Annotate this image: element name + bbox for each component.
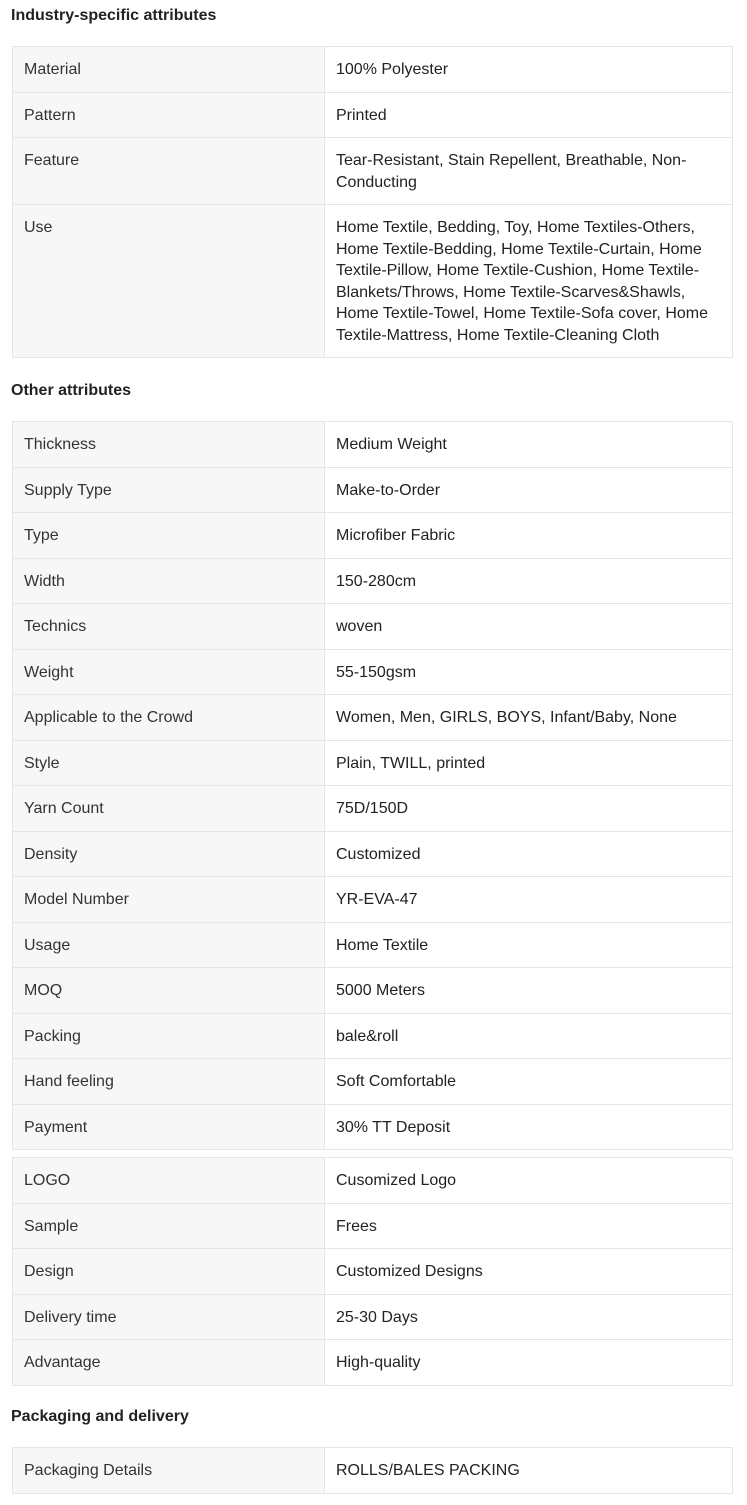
attribute-value: 55-150gsm [325, 649, 733, 695]
attribute-key: Pattern [13, 92, 325, 138]
attribute-value: bale&roll [325, 1013, 733, 1059]
attribute-value: YR-EVA-47 [325, 877, 733, 923]
attribute-key: Sample [13, 1203, 325, 1249]
attribute-key: Applicable to the Crowd [13, 695, 325, 741]
table-row [13, 1104, 733, 1150]
attribute-value: Make-to-Order [325, 467, 733, 513]
other-attributes-table [12, 421, 733, 1150]
attribute-value: 100% Polyester [325, 47, 733, 93]
table-row [13, 1448, 733, 1494]
attribute-value: Customized Designs [325, 1249, 733, 1295]
table-row [13, 604, 733, 650]
section-title-industry: Industry-specific attributes [11, 7, 217, 24]
attribute-key: Design [13, 1249, 325, 1295]
attribute-key: Material [13, 47, 325, 93]
table-row [13, 467, 733, 513]
attribute-value: 150-280cm [325, 558, 733, 604]
table-row [13, 1059, 733, 1105]
attribute-key: Supply Type [13, 467, 325, 513]
table-row [13, 649, 733, 695]
section-title-packaging: Packaging and delivery [11, 1408, 189, 1425]
table-row [13, 1203, 733, 1249]
attribute-key: Weight [13, 649, 325, 695]
attribute-key: Style [13, 740, 325, 786]
attribute-value: Cusomized Logo [325, 1158, 733, 1204]
attribute-key: Delivery time [13, 1294, 325, 1340]
table-row [13, 740, 733, 786]
table-row [13, 513, 733, 559]
table-row [13, 92, 733, 138]
attribute-key: Thickness [13, 422, 325, 468]
attribute-key: Model Number [13, 877, 325, 923]
attribute-value: Tear-Resistant, Stain Repellent, Breathable, Non-Conducting [325, 138, 733, 205]
attribute-value: 25-30 Days [325, 1294, 733, 1340]
table-row [13, 138, 733, 205]
table-row [13, 1013, 733, 1059]
attribute-value: Women, Men, GIRLS, BOYS, Infant/Baby, None [325, 695, 733, 741]
table-row [13, 1158, 733, 1204]
attribute-value: Printed [325, 92, 733, 138]
attribute-key: MOQ [13, 968, 325, 1014]
attribute-value: 5000 Meters [325, 968, 733, 1014]
attribute-value: Home Textile, Bedding, Toy, Home Textiles-Others, Home Textile-Bedding, Home Textile-Curtain, Home Textile-Pillow, Home Textile-Cushion, Home Textile-Blankets/Throws, Home Textile-Scarves&Shawls, Home Textile-Towel, Home Textile-Sofa cover, Home Textile-Mattress, Home Textile-Cleaning Cloth [325, 205, 733, 358]
attribute-key: Type [13, 513, 325, 559]
attribute-value: Frees [325, 1203, 733, 1249]
attribute-key: Feature [13, 138, 325, 205]
attribute-value: 75D/150D [325, 786, 733, 832]
industry-attributes-table [12, 46, 733, 358]
attribute-value: woven [325, 604, 733, 650]
attribute-key: Technics [13, 604, 325, 650]
table-row [13, 922, 733, 968]
attribute-value: Soft Comfortable [325, 1059, 733, 1105]
table-row [13, 558, 733, 604]
attribute-value: High-quality [325, 1340, 733, 1386]
attribute-key: Use [13, 205, 325, 358]
table-row [13, 831, 733, 877]
table-row [13, 877, 733, 923]
packaging-table [12, 1447, 733, 1494]
attribute-value: Home Textile [325, 922, 733, 968]
attribute-key: LOGO [13, 1158, 325, 1204]
attribute-key: Packaging Details [13, 1448, 325, 1494]
table-row [13, 205, 733, 358]
attribute-value: Microfiber Fabric [325, 513, 733, 559]
table-row [13, 968, 733, 1014]
attribute-key: Width [13, 558, 325, 604]
attribute-value: ROLLS/BALES PACKING [325, 1448, 733, 1494]
table-row [13, 1249, 733, 1295]
attribute-value: Medium Weight [325, 422, 733, 468]
table-row [13, 1340, 733, 1386]
attribute-key: Hand feeling [13, 1059, 325, 1105]
table-row [13, 695, 733, 741]
table-row [13, 786, 733, 832]
attribute-key: Usage [13, 922, 325, 968]
attribute-key: Packing [13, 1013, 325, 1059]
section-title-other: Other attributes [11, 382, 132, 399]
attribute-key: Density [13, 831, 325, 877]
table-row [13, 47, 733, 93]
attribute-value: 30% TT Deposit [325, 1104, 733, 1150]
attribute-key: Advantage [13, 1340, 325, 1386]
attribute-key: Payment [13, 1104, 325, 1150]
table-row [13, 422, 733, 468]
attribute-key: Yarn Count [13, 786, 325, 832]
other-attributes-table-continued [12, 1157, 733, 1386]
attribute-value: Plain, TWILL, printed [325, 740, 733, 786]
table-row [13, 1294, 733, 1340]
attribute-value: Customized [325, 831, 733, 877]
